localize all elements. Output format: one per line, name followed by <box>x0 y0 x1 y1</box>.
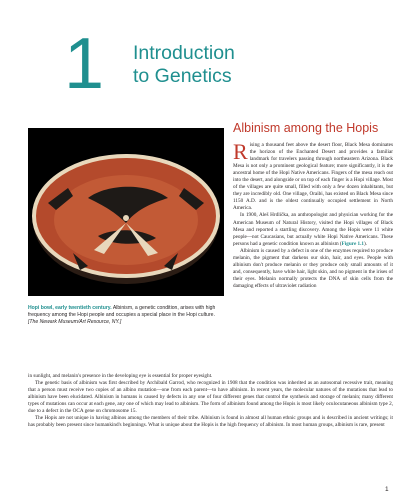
paragraph-4: The genetic basis of albinism was first described by Archibald Garrod, who recognized in 1908 that the condition was inherited as an autosomal recessive trait, meaning that a person must receive two copies of an albino mutation—one from each parent—to have albinism. In recent years, the molecular natures of the mutations that lead to albinism have been elucidated. Albinism in humans is caused by defects in any one of four different genes that control the synthesis and storage of melanin; many different types of mutations can occur at each gene, any one of which may lead to albinism. The form of albinism found among the Hopis is most likely oculocutaneous albinism type 2, due to a defect in the OCA gene on chromosome 15. <box>28 380 393 415</box>
chapter-title-line1: Introduction <box>133 42 235 64</box>
caption-credit: [The Newark Museum/Art Resource, NY.] <box>28 318 122 325</box>
figure-caption <box>28 305 224 325</box>
page-number: 1 <box>385 486 389 493</box>
body-column-right <box>233 139 393 290</box>
caption-title: Hopi bowl, early twentieth century. <box>28 305 112 311</box>
paragraph-5: The Hopis are not unique in having albinos among the members of their tribe. Albinism is found in almost all human ethnic groups and is described in ancient writings; it has probably been present since humankind's beginnings. What is unique about the Hopis is the high frequency of albinism. In most human groups, albinism is rare, present <box>28 415 393 429</box>
hopi-bowl-photo <box>28 128 224 296</box>
paragraph-3: Albinism is caused by a defect in one of the enzymes required to produce melanin, the pigment that darkens our skin, hair, and eyes. People with albinism don't produce melanin or they produce only small amounts of it and, consequently, have white hair, light skin, and no pigment in the irises of their eyes. Melanin normally protects the DNA of skin cells from the damaging effects of ultraviolet radiation <box>233 247 393 289</box>
section-heading: Albinism among the Hopis <box>233 121 379 135</box>
paragraph-3-continued: in sunlight, and melanin's presence in the developing eye is essential for proper eyesight. <box>28 373 213 379</box>
paragraph-1 <box>233 139 393 212</box>
caption-text: Albinism, a genetic condition, arises with high frequency among the Hopi people and occupies a special place in the Hopi culture. <box>28 305 216 318</box>
hopi-bowl-illustration <box>28 128 224 296</box>
body-full-width <box>28 373 393 429</box>
paragraph-1-text: ising a thousand feet above the desert floor, Black Mesa dominates the horizon of the Enchanted Desert and provides a familiar landmark for travelers passing through northeastern Arizona. Black Mesa is not only a prominent geological feature; more significantly, it is the ancestral home of the Hopi Native Americans. Fingers of the mesa reach out into the desert, and alongside or on top of each finger is a Hopi village. Most of the villages are quite small, filled with only a few dozen inhabitants, but they are incredibly old. One village, Oraibi, has existed on Black Mesa since 1150 A.D. and is the oldest continually occupied settlement in North America. <box>233 142 393 212</box>
chapter-title <box>133 42 235 88</box>
paragraph-2-text-a: In 1900, Aleš Hrdlička, an anthropologist and physician working for the American Museum of Natural History, visited the Hopi villages of Black Mesa and reported a startling discovery. Among the Hopis were 11 white people—not Caucasians, but actually white Hopi Native Americans. These persons had a genetic condition known as albinism ( <box>233 212 393 247</box>
drop-cap: R <box>233 139 248 164</box>
chapter-title-line2: to Genetics <box>133 65 232 87</box>
paragraph-2-text-b: ). <box>364 240 368 247</box>
paragraph-2 <box>233 212 393 247</box>
chapter-number: 1 <box>64 24 103 104</box>
figure-link[interactable]: Figure 1.1 <box>341 240 365 247</box>
